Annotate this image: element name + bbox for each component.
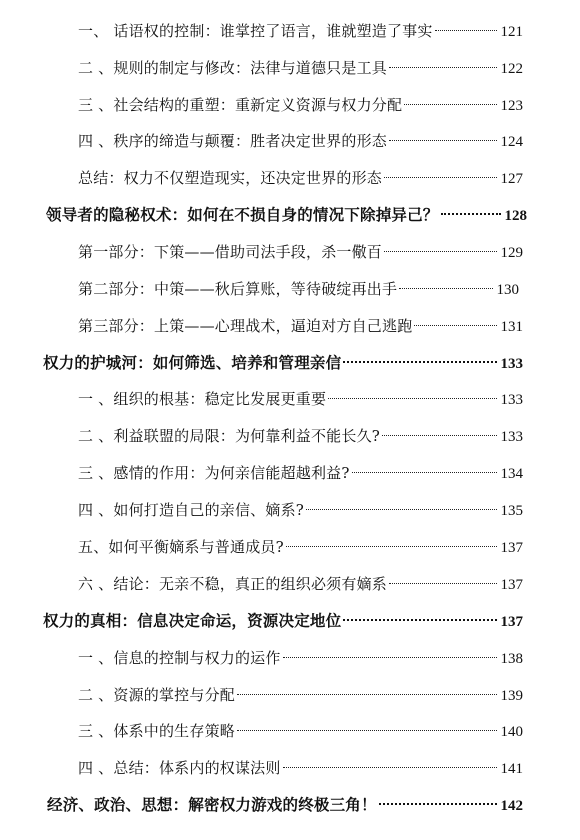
- toc-entry-title: 一、 话语权的控制：谁掌控了语言，谁就塑造了事实: [78, 22, 433, 40]
- toc-page-number: 127: [500, 171, 523, 187]
- toc-entry-title: 四 、总结：体系内的权谋法则: [78, 759, 281, 777]
- toc-entry-title: 一 、组织的根基：稳定比发展更重要: [78, 390, 327, 408]
- toc-page-number: 121: [500, 24, 523, 40]
- toc-section-entry[interactable]: [78, 18, 523, 44]
- toc-entry-title: 五、如何平衡嫡系与普通成员?: [78, 538, 284, 556]
- toc-dot-leader: [414, 325, 497, 326]
- toc-dot-leader: [237, 730, 497, 731]
- toc-page-number: 130: [496, 282, 519, 298]
- toc-entry-title: 经济、政治、思想：解密权力游戏的终极三角！: [47, 795, 377, 814]
- toc-page-number: 131: [500, 319, 523, 335]
- toc-entry-title: 三 、体系中的生存策略: [78, 722, 235, 740]
- toc-page-number: 133: [500, 392, 523, 408]
- toc-section-entry[interactable]: [78, 534, 523, 560]
- toc-page-number: 134: [500, 466, 523, 482]
- toc-section-entry[interactable]: [78, 497, 523, 523]
- toc-page-number: 135: [500, 503, 523, 519]
- toc-page-number: 138: [500, 651, 523, 667]
- toc-page-number: 137: [500, 614, 523, 630]
- toc-entry-title: 权力的真相：信息决定命运，资源决定地位: [43, 611, 342, 630]
- toc-section-entry[interactable]: [78, 276, 519, 302]
- toc-page-number: 140: [500, 724, 523, 740]
- toc-dot-leader: [283, 767, 497, 768]
- toc-entry-title: 第二部分：中策——秋后算账，等待破绽再出手: [78, 280, 398, 298]
- toc-dot-leader: [389, 67, 497, 68]
- toc-page-number: 141: [500, 761, 523, 777]
- toc-dot-leader: [283, 657, 497, 658]
- toc-section-entry[interactable]: [78, 386, 523, 412]
- toc-section-entry[interactable]: [78, 92, 523, 118]
- toc-section-entry[interactable]: [78, 682, 523, 708]
- toc-page-number: 137: [500, 540, 523, 556]
- toc-chapter-entry[interactable]: [46, 202, 527, 228]
- toc-page-number: 128: [504, 208, 527, 224]
- toc-section-entry[interactable]: [78, 55, 523, 81]
- toc-entry-title: 二 、规则的制定与修改：法律与道德只是工具: [78, 59, 387, 77]
- toc-entry-title: 三 、感情的作用：为何亲信能超越利益?: [78, 464, 350, 482]
- toc-entry-title: 四 、如何打造自己的亲信、嫡系?: [78, 501, 305, 519]
- toc-entry-title: 四 、秩序的缔造与颠覆：胜者决定世界的形态: [78, 132, 387, 150]
- toc-page-number: 122: [500, 61, 523, 77]
- toc-dot-leader: [389, 583, 497, 584]
- toc-entry-title: 第三部分：上策——心理战术，逼迫对方自己逃跑: [78, 317, 413, 335]
- toc-entry-title: 六 、结论：无亲不稳，真正的组织必须有嫡系: [78, 575, 387, 593]
- toc-dot-leader: [384, 177, 497, 178]
- toc-page-number: 123: [500, 98, 523, 114]
- toc-entry-title: 领导者的隐秘权术：如何在不损自身的情况下除掉异己？: [46, 205, 439, 224]
- toc-dot-leader: [399, 288, 493, 289]
- toc-section-entry[interactable]: [78, 423, 523, 449]
- toc-section-entry[interactable]: [78, 165, 523, 191]
- toc-dot-leader: [352, 472, 497, 473]
- toc-dot-leader: [441, 213, 501, 215]
- toc-page-number: 137: [500, 577, 523, 593]
- toc-dot-leader: [404, 104, 497, 105]
- toc-chapter-entry[interactable]: [43, 350, 523, 376]
- toc-page-number: 139: [500, 688, 523, 704]
- toc-dot-leader: [343, 619, 497, 621]
- toc-page-number: 142: [500, 798, 523, 814]
- toc-entry-title: 三 、社会结构的重塑：重新定义资源与权力分配: [78, 96, 403, 114]
- toc-entry-title: 一 、信息的控制与权力的运作: [78, 649, 281, 667]
- toc-page-number: 124: [500, 134, 523, 150]
- toc-dot-leader: [306, 509, 497, 510]
- toc-chapter-entry[interactable]: [47, 792, 523, 818]
- toc-dot-leader: [343, 361, 497, 363]
- toc-entry-title: 二 、利益联盟的局限：为何靠利益不能长久?: [78, 427, 381, 445]
- toc-dot-leader: [389, 140, 497, 141]
- toc-dot-leader: [384, 251, 497, 252]
- toc-section-entry[interactable]: [78, 718, 523, 744]
- toc-dot-leader: [382, 435, 497, 436]
- toc-page-number: 133: [500, 356, 523, 372]
- toc-dot-leader: [379, 803, 497, 805]
- toc-chapter-entry[interactable]: [43, 608, 523, 634]
- toc-section-entry[interactable]: [78, 571, 523, 597]
- toc-section-entry[interactable]: [78, 128, 523, 154]
- toc-section-entry[interactable]: [78, 460, 523, 486]
- toc-section-entry[interactable]: [78, 239, 523, 265]
- toc-page-number: 133: [500, 429, 523, 445]
- toc-section-entry[interactable]: [78, 313, 523, 339]
- toc-dot-leader: [237, 694, 497, 695]
- toc-entry-title: 二 、资源的掌控与分配: [78, 686, 235, 704]
- toc-dot-leader: [328, 398, 497, 399]
- toc-entry-title: 第一部分：下策——借助司法手段，杀一儆百: [78, 243, 383, 261]
- toc-dot-leader: [286, 546, 497, 547]
- toc-entry-title: 权力的护城河：如何筛选、培养和管理亲信: [43, 353, 342, 372]
- toc-section-entry[interactable]: [78, 645, 523, 671]
- toc-entry-title: 总结：权力不仅塑造现实，还决定世界的形态: [78, 169, 383, 187]
- toc-section-entry[interactable]: [78, 755, 523, 781]
- toc-page-number: 129: [500, 245, 523, 261]
- toc-dot-leader: [435, 30, 497, 31]
